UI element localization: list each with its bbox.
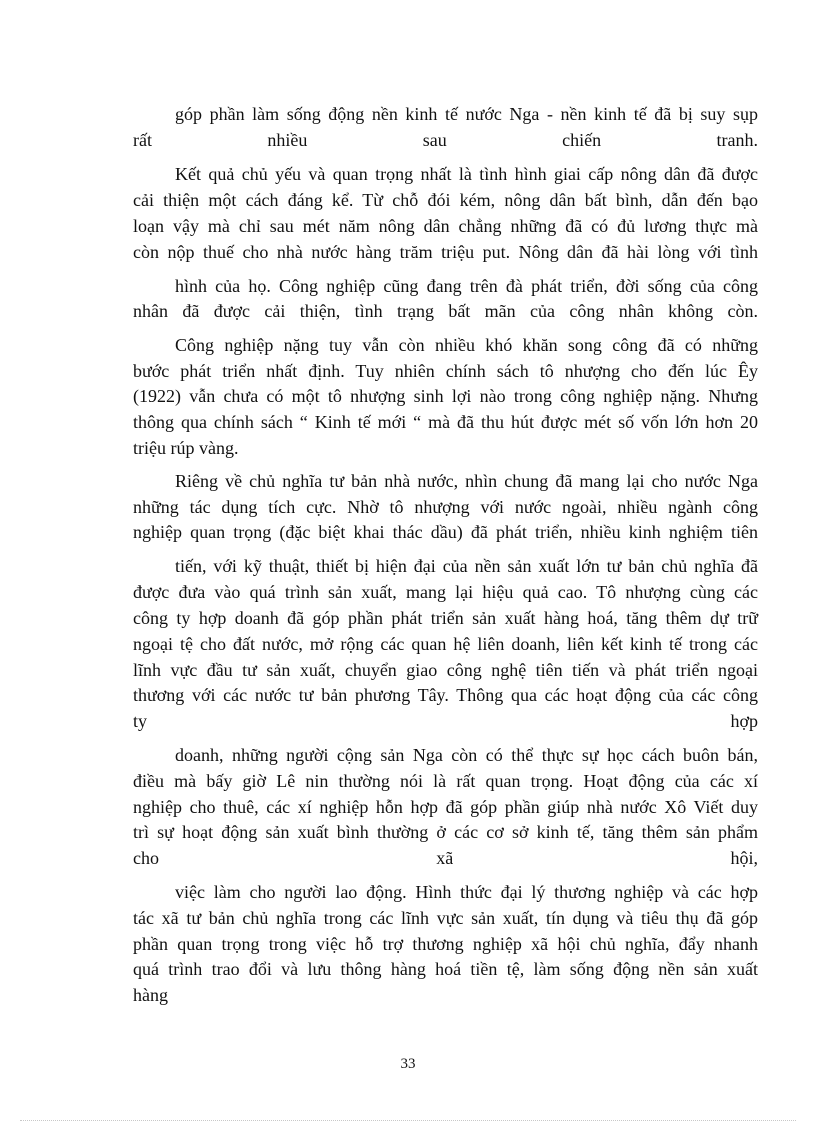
text-line: nghiệp cho thuê, các xí nghiệp hỗn hợp đã góp phần giúp nhà nước Xô Viết duy xyxy=(133,797,758,817)
text-line: phần quan trọng trong việc hỗ trợ thương nghiệp xã hội chủ nghĩa, đẩy nhanh xyxy=(133,934,758,954)
text-line: Công nghiệp nặng tuy vẫn còn nhiều khó khăn song công đã có những xyxy=(175,335,758,355)
text-line: triệu rúp vàng. xyxy=(133,438,239,458)
text-line: doanh, những người cộng sản Nga còn có thể thực sự học cách buôn bán, xyxy=(175,745,758,765)
page-number: 33 xyxy=(400,1056,416,1072)
text-line: ty hợp xyxy=(133,711,758,731)
text-line: Riêng về chủ nghĩa tư bản nhà nước, nhìn chung đã mang lại cho nước Nga xyxy=(175,471,758,491)
text-line: bước phát triển nhất định. Tuy nhiên chính sách tô nhượng cho đến lúc Êy xyxy=(133,361,758,381)
text-line: hình của họ. Công nghiệp cũng đang trên đà phát triển, đời sống của công xyxy=(175,276,758,296)
text-line: trì sự hoạt động sản xuất bình thường ở các cơ sở kinh tế, tăng thêm sản phẩm xyxy=(133,822,758,842)
text-line: thông qua chính sách “ Kinh tế mới “ mà đã thu hút được mét số vốn lớn hơn 20 xyxy=(133,412,758,432)
text-line: hàng xyxy=(133,985,168,1005)
text-line: tiến, với kỹ thuật, thiết bị hiện đại của nền sản xuất lớn tư bản chủ nghĩa đã xyxy=(175,556,758,576)
text-line: loạn vậy mà chỉ sau mét năm nông dân chẳng những đã có đủ lương thực mà xyxy=(133,216,758,236)
text-line: cải thiện một cách đáng kể. Từ chỗ đói kém, nông dân bất bình, dẫn đến bạo xyxy=(133,190,758,210)
text-line: được đưa vào quá trình sản xuất, mang lại hiệu quả cao. Tô nhượng cùng các xyxy=(133,582,758,602)
text-line: quá trình trao đổi và lưu thông hàng hoá tiền tệ, làm sống động nền sản xuất xyxy=(133,959,758,979)
text-line: Kết quả chủ yếu và quan trọng nhất là tình hình giai cấp nông dân đã được xyxy=(175,164,758,184)
text-line: (1922) vẫn chưa có một tô nhượng sinh lợi nào trong công nghiệp nặng. Nhưng xyxy=(133,386,758,406)
text-line: còn nộp thuế cho nhà nước hàng trăm triệu put. Nông dân đã hài lòng với tình xyxy=(133,242,758,262)
text-line: nghiệp quan trọng (đặc biệt khai thác dầu) đã phát triển, nhiều kinh nghiệm tiên xyxy=(133,522,758,542)
text-line: góp phần làm sống động nền kinh tế nước Nga - nền kinh tế đã bị suy sụp xyxy=(175,104,758,124)
text-line: việc làm cho người lao động. Hình thức đại lý thương nghiệp và các hợp xyxy=(175,882,758,902)
text-line: điều mà bấy giờ Lê nin thường nói là rất quan trọng. Hoạt động của các xí xyxy=(133,771,758,791)
text-line: ngoại tệ cho đất nước, mở rộng các quan hệ liên doanh, liên kết kinh tế trong các xyxy=(133,634,758,654)
text-line: công ty hợp doanh đã góp phần phát triển sản xuất hàng hoá, tăng thêm dự trữ xyxy=(133,608,758,628)
text-line: rất nhiều sau chiến tranh. xyxy=(133,130,758,150)
text-line: nhân đã được cải thiện, tình trạng bất mãn của công nhân không còn. xyxy=(133,301,758,321)
text-line: thương với các nước tư bản phương Tây. Thông qua các hoạt động của các công xyxy=(133,685,758,705)
text-line: cho xã hội, xyxy=(133,848,758,868)
text-line: lĩnh vực đầu tư sản xuất, chuyển giao công nghệ tiên tiến và phát triển ngoại xyxy=(133,660,758,680)
page-bottom-divider xyxy=(20,1120,796,1121)
text-line: tác xã tư bản chủ nghĩa trong các lĩnh vực sản xuất, tín dụng và tiêu thụ đã góp xyxy=(133,908,758,928)
text-line: những tác dụng tích cực. Nhờ tô nhượng với nước ngoài, nhiều ngành công xyxy=(133,497,758,517)
